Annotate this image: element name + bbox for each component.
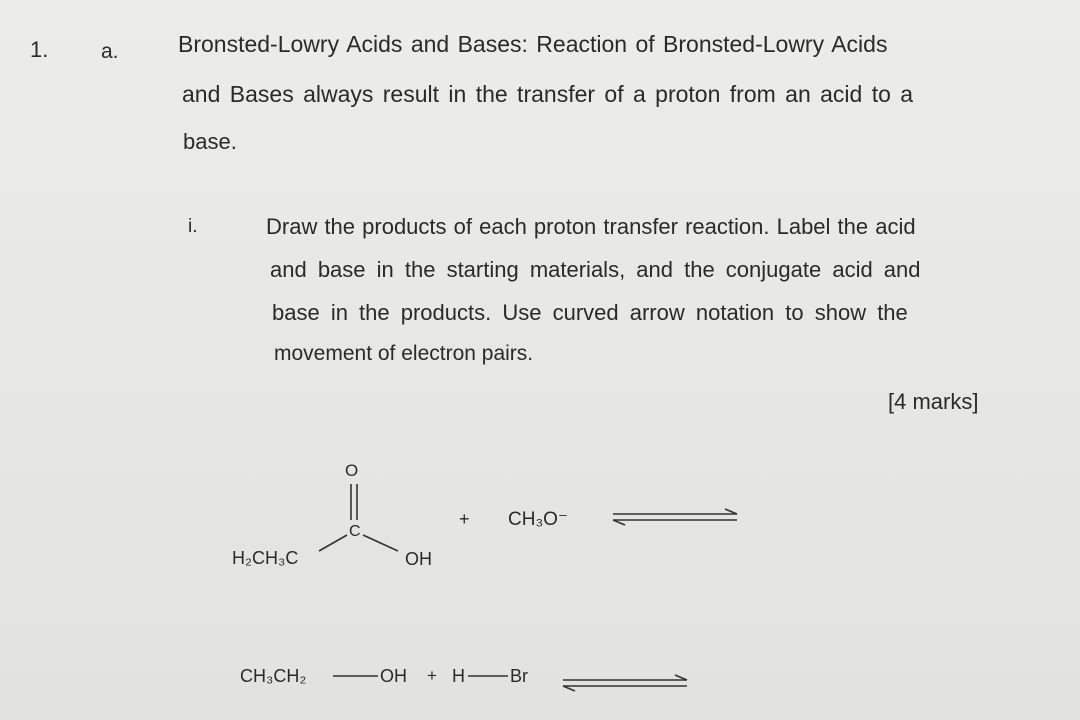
reaction1-left-group: H₂CH₃C [232, 548, 299, 568]
prompt-line-2: and base in the starting materials, and the conjugate acid and [270, 257, 921, 282]
reaction1-plus: + [459, 509, 470, 529]
marks-label: [4 marks] [888, 389, 979, 414]
intro-line-2: and Bases always result in the transfer of a proton from an acid to a [182, 81, 914, 107]
intro-line-1: Bronsted-Lowry Acids and Bases: Reaction of Bronsted-Lowry Acids [178, 31, 888, 57]
reaction-2 [240, 666, 687, 691]
reaction1-carbonyl-oxygen: O [345, 461, 359, 480]
reaction2-bromine: Br [510, 666, 528, 686]
sub-question-number: i. [188, 216, 198, 237]
c-c-bond [319, 535, 347, 551]
reaction2-hydroxyl: OH [380, 666, 407, 686]
reaction1-equilibrium-arrow [613, 509, 737, 525]
reaction2-equilibrium-arrow [563, 675, 687, 691]
reaction1-carbon: C [349, 523, 361, 540]
reaction1-hydroxyl: OH [405, 549, 432, 569]
reaction1-methoxide: CH₃O⁻ [508, 509, 568, 530]
reaction-1 [232, 461, 737, 569]
question-number: 1. [30, 37, 49, 62]
intro-line-3: base. [183, 129, 237, 154]
reaction2-plus: + [427, 666, 437, 685]
question-part: a. [101, 40, 119, 63]
prompt-line-1: Draw the products of each proton transfer reaction. Label the acid [266, 214, 916, 239]
prompt-line-3: base in the products. Use curved arrow notation to show the [272, 300, 908, 325]
prompt-line-4: movement of electron pairs. [274, 342, 534, 365]
reaction2-ethyl: CH₃CH₂ [240, 666, 307, 686]
c-oh-bond [363, 535, 398, 551]
reaction2-hydrogen: H [452, 666, 465, 686]
